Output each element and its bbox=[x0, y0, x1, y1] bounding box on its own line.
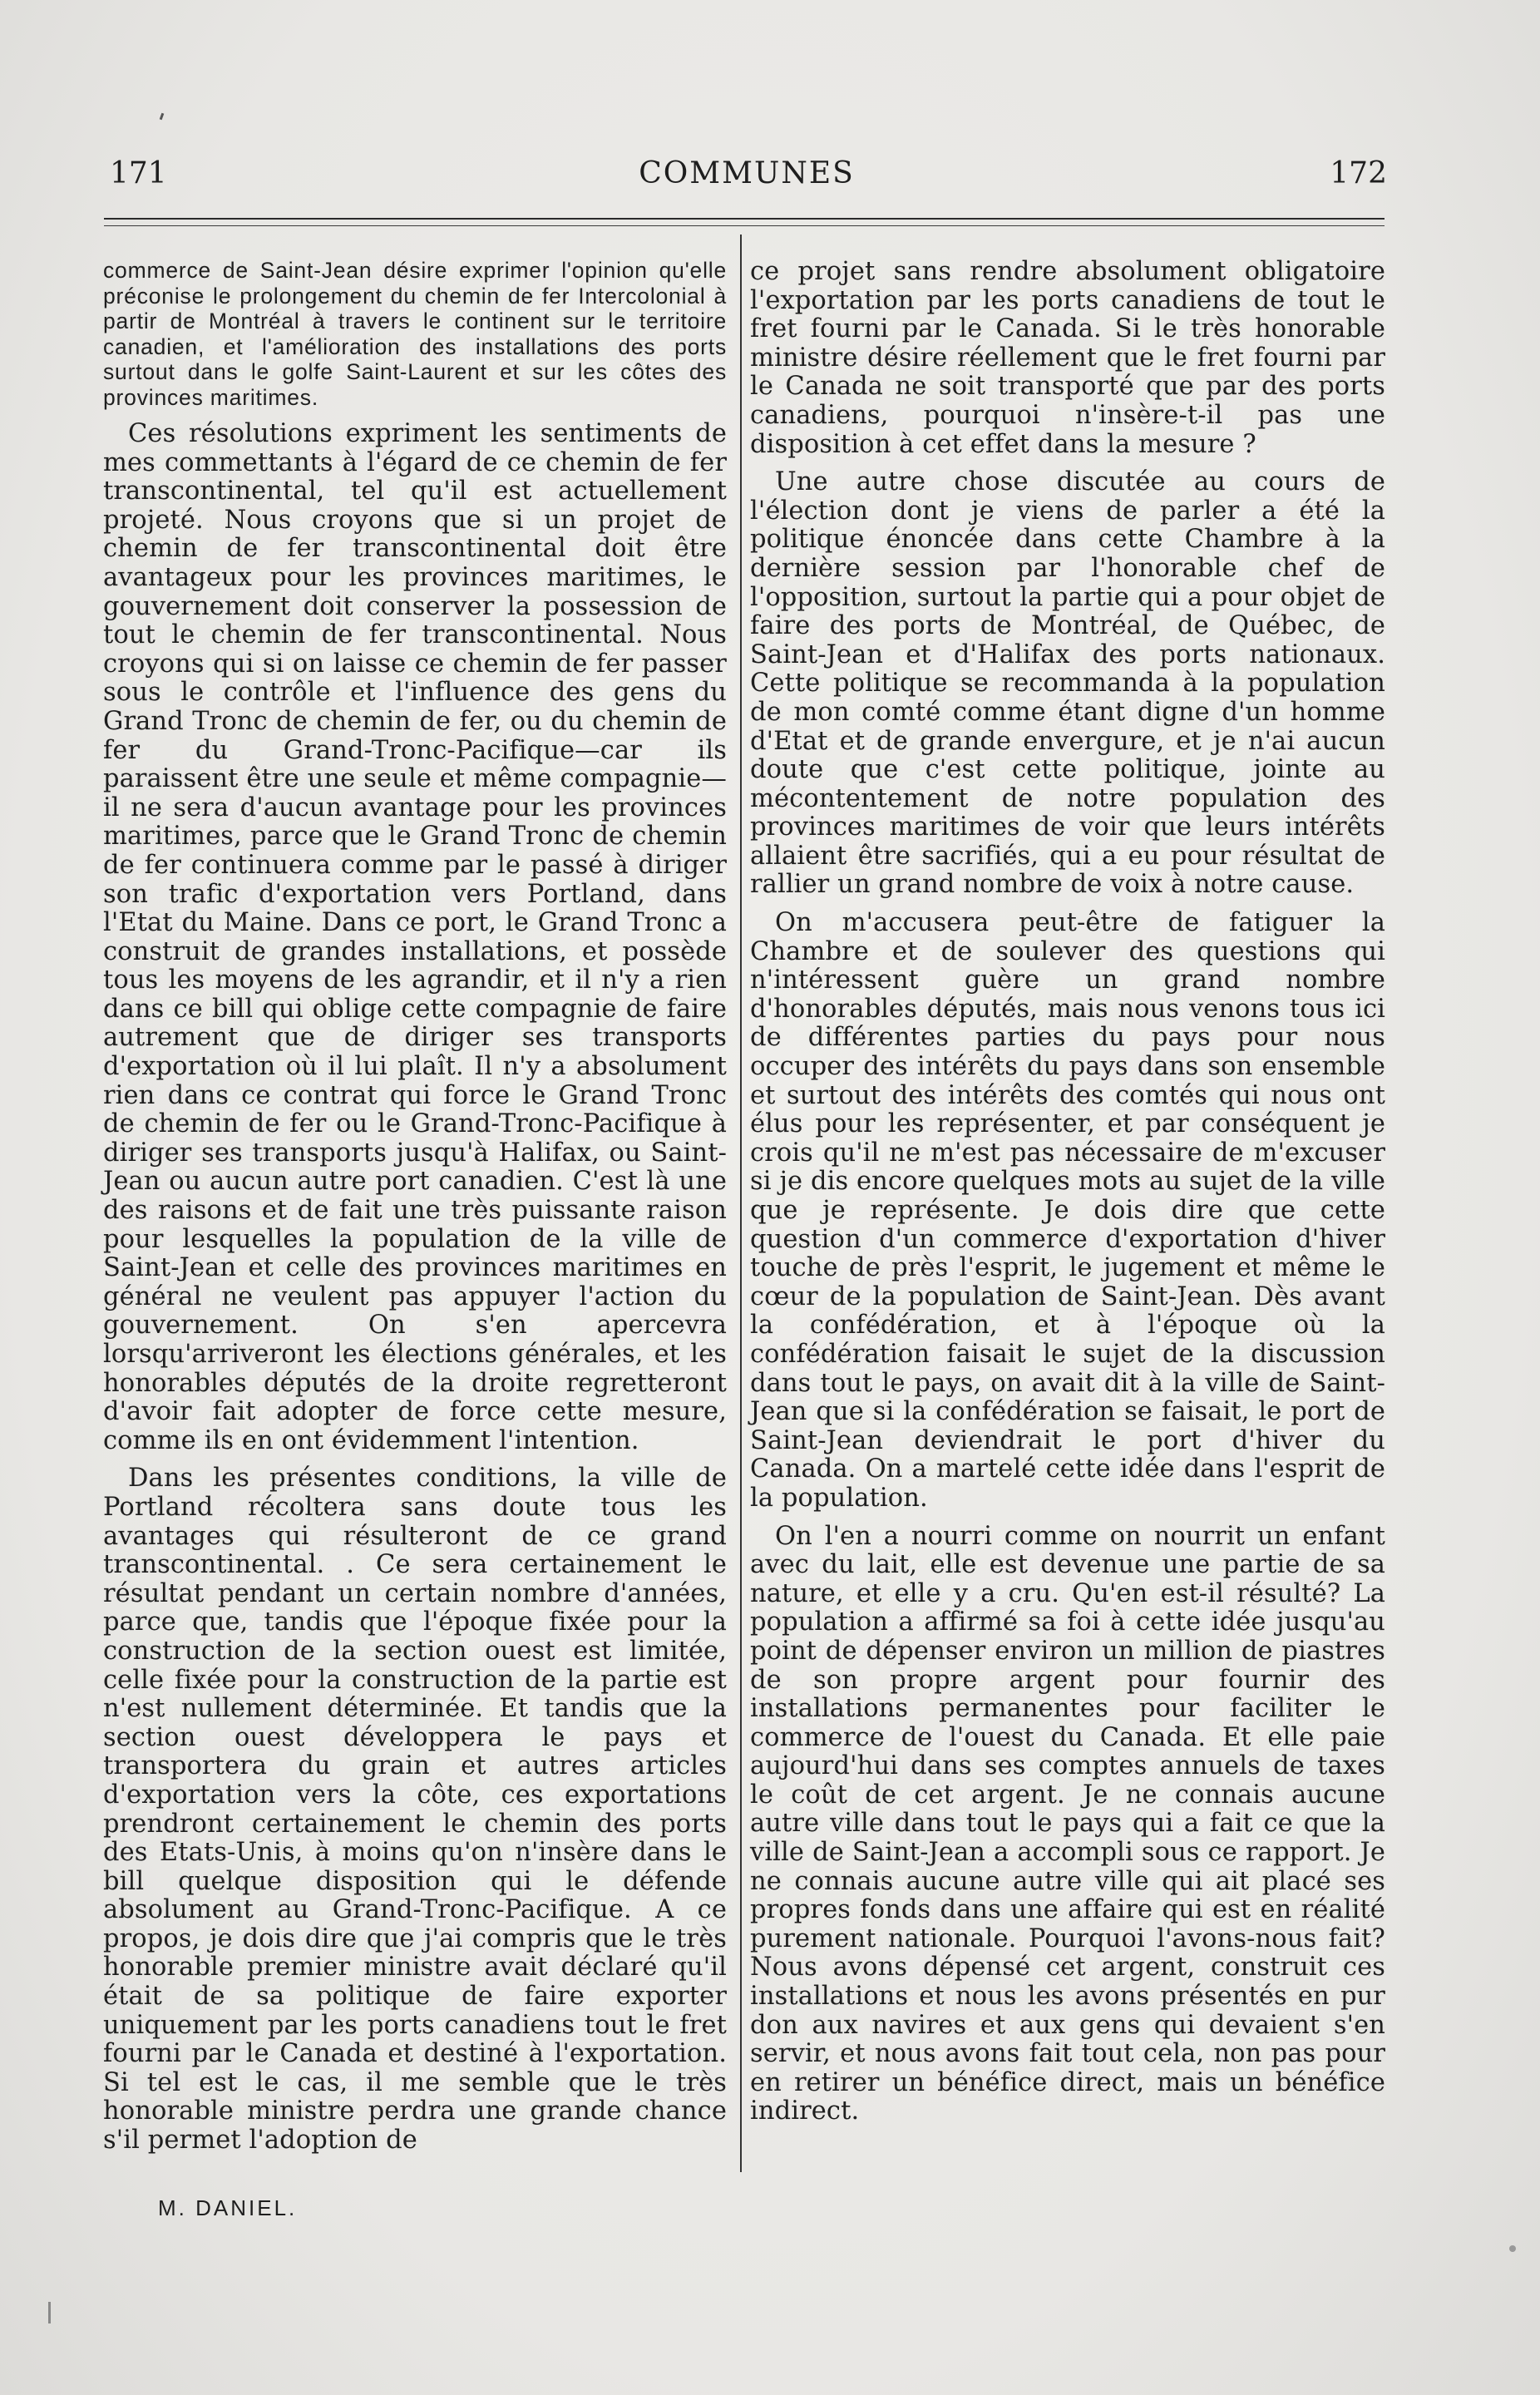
paragraph: ce projet sans rendre absolument obligatoire l'exportation par les ports canadiens de tout le fret fourni par le Canada. Si le très honorable ministre désire réellement que le fret fourni par le Canada ne soit transporté que par des ports canadiens, pourquoi n'insère-t-il pas une disposition à cet effet dans la mesure ? bbox=[750, 257, 1385, 459]
quoted-resolution: commerce de Saint-Jean désire exprimer l'opinion qu'elle préconise le prolongement du chemin de fer Intercolonial à partir de Montréal à travers le continent sur le territoire canadien, et l'amélioration des installations des ports surtout dans le golfe Saint-Laurent et sur les côtes des provinces maritimes. bbox=[103, 258, 727, 410]
ink-speck bbox=[160, 113, 165, 121]
paragraph: Ces résolutions expriment les sentiments de mes commettants à l'égard de ce chemin de fer transcontinental, tel qu'il est actuellement projeté. Nous croyons que si un projet de chemin de fer transcontinental doit être avantageux pour les provinces maritimes, le gouvernement doit conserver la possession de tout le chemin de fer transcontinental. Nous croyons qui si on laisse ce chemin de fer passer sous le contrôle et l'influence des gens du Grand Tronc de chemin de fer, ou du chemin de fer du Grand-Tronc-Pacifique—car ils paraissent être une seule et même compagnie—il ne sera d'aucun avantage pour les provinces maritimes, parce que le Grand Tronc de chemin de fer continuera comme par le passé à diriger son trafic d'exportation vers Portland, dans l'Etat du Maine. Dans ce port, le Grand Tronc a construit de grandes installations, et possède tous les moyens de les agrandir, et il n'y a rien dans ce bill qui oblige cette compagnie de faire autrement que de diriger ses transports d'exportation où il lui plaît. Il n'y a absolument rien dans ce contrat qui force le Grand Tronc de chemin de fer ou le Grand-Tronc-Pacifique à diriger ses transports jusqu'à Halifax, ou Saint-Jean ou aucun autre port canadien. C'est là une des raisons et de fait une très puissante raison pour lesquelles la population de la ville de Saint-Jean et celle des provinces maritimes en général ne veulent pas appuyer l'action du gouvernement. On s'en apercevra lorsqu'arriveront les élections générales, et les honorables députés de la droite regretteront d'avoir fait adopter de force cette mesure, comme ils en ont évidemment l'intention. bbox=[103, 419, 727, 1455]
page-number-left: 171 bbox=[110, 156, 167, 190]
column-divider bbox=[740, 235, 742, 2172]
page-header bbox=[106, 156, 1387, 198]
paper-speck bbox=[1509, 2245, 1516, 2252]
paragraph: Dans les présentes conditions, la ville de Portland récoltera sans doute tous les avantages qui résulteront de ce grand transcontinental. . Ce sera certainement le résultat pendant un certain nombre d'années, parce que, tandis que l'époque fixée pour la construction de la section ouest est limitée, celle fixée pour la construction de la partie est n'est nullement déterminée. Et tandis que la section ouest développera le pays et transportera du grain et autres articles d'exportation vers la côte, ces exportations prendront certainement le chemin des ports des Etats-Unis, à moins qu'on n'insère dans le bill quelque disposition qui le défende absolument au Grand-Tronc-Pacifique. A ce propos, je dois dire que j'ai compris que le très honorable premier ministre avait déclaré qu'il était de sa politique de faire exporter uniquement par les ports canadiens tout le fret fourni par le Canada et destiné à l'exportation. Si tel est le cas, il me semble que le très honorable ministre perdra une grande chance s'il permet l'adoption de bbox=[103, 1464, 727, 2156]
header-rule-thin bbox=[104, 225, 1385, 226]
right-column bbox=[750, 258, 1385, 2136]
paragraph: On m'accusera peut-être de fatiguer la Chambre et de soulever des questions qui n'intéressent guère un grand nombre d'honorables députés, mais nous venons tous ici de différentes parties du pays pour nous occuper des intérêts du pays dans son ensemble et surtout des intérêts des comtés qui nous ont élus pour les représenter, et par conséquent je crois qu'il ne m'est pas nécessaire de m'excuser si je dis encore quelques mots au sujet de la ville que je représente. Je dois dire que cette question d'un commerce d'exportation d'hiver touche de près l'esprit, le jugement et même le cœur de la population de Saint-Jean. Dès avant la confédération, et à l'époque où la confédération faisait le sujet de la discussion dans tout le pays, on avait dit à la ville de Saint-Jean que si la confédération se faisait, le port de Saint-Jean deviendrait le port d'hiver du Canada. On a martelé cette idée dans l'esprit de la population. bbox=[750, 908, 1385, 1513]
running-title: COMMUNES bbox=[639, 156, 855, 190]
speaker-signature: M. DANIEL. bbox=[158, 2195, 298, 2220]
paragraph: Une autre chose discutée au cours de l'élection dont je viens de parler a été la politique énoncée dans cette Chambre à la dernière session par l'honorable chef de l'opposition, surtout la partie qui a pour objet de faire des ports de Montréal, de Québec, de Saint-Jean et d'Halifax des ports nationaux. Cette politique se recommanda à la population de mon comté comme étant digne d'un homme d'Etat et de grande envergure, et je n'ai aucun doute que c'est cette politique, jointe au mécontentement de notre population des provinces maritimes de voir que leurs intérêts allaient être sacrifiés, qui a eu pour résultat de rallier un grand nombre de voix à notre cause. bbox=[750, 467, 1385, 900]
margin-mark bbox=[48, 2302, 51, 2323]
header-rule-thick bbox=[104, 218, 1385, 220]
paragraph: On l'en a nourri comme on nourrit un enfant avec du lait, elle est devenue une partie de sa nature, et elle y a cru. Qu'en est-il résulté? La population a affirmé sa foi à cette idée jusqu'au point de dépenser environ un million de piastres de son propre argent pour fournir des installations permanentes pour faciliter le commerce de l'ouest du Canada. Et elle paie aujourd'hui dans ses comptes annuels de taxes le coût de cet argent. Je ne connais aucune autre ville dans tout le pays qui a fait ce que la ville de Saint-Jean a accompli sous ce rapport. Je ne connais aucune autre ville qui ait placé ses propres fonds dans une affaire qui est en réalité purement nationale. Pourquoi l'avons-nous fait? Nous avons dépensé cet argent, construit ces installations et nous les avons présentés en pur don aux navires et aux gens qui devaient s'en servir, et nous avons fait tout cela, non pas pour en retirer un bénéfice direct, mais un bénéfice indirect. bbox=[750, 1521, 1385, 2126]
left-column bbox=[103, 258, 727, 2165]
page-number-right: 172 bbox=[1330, 156, 1387, 190]
